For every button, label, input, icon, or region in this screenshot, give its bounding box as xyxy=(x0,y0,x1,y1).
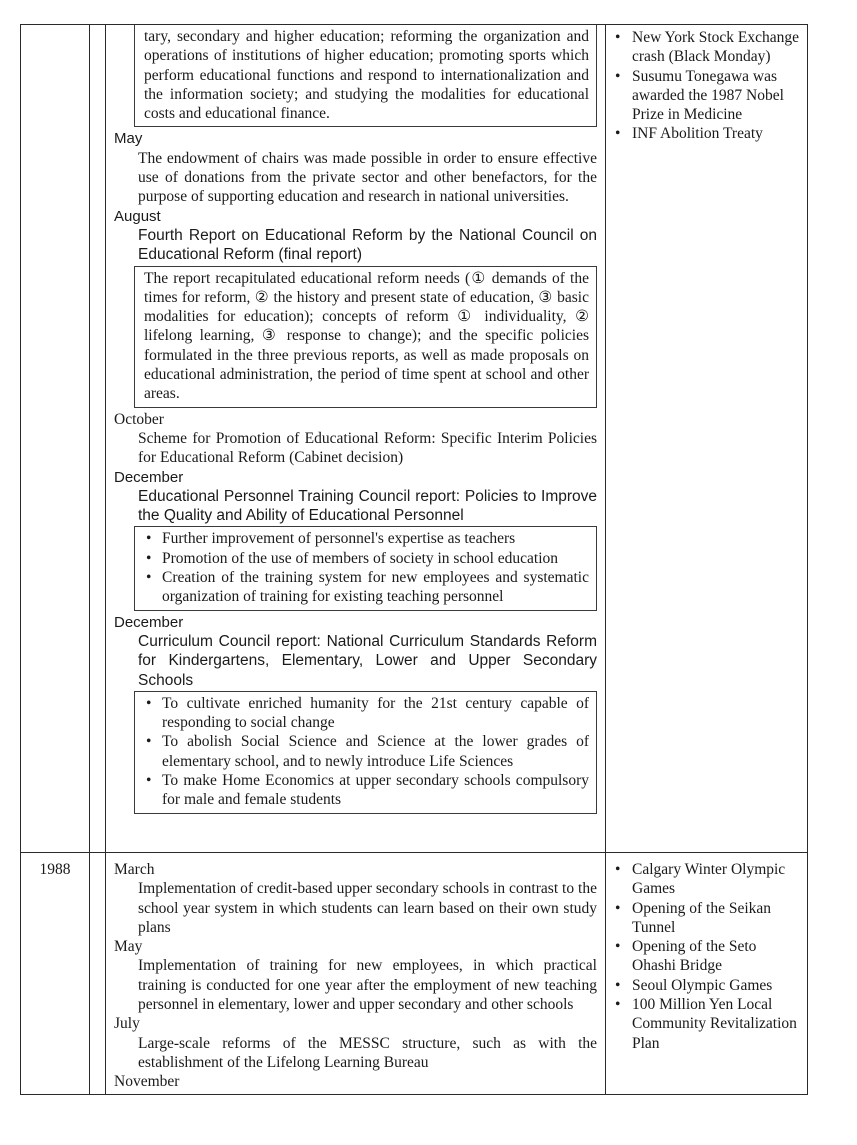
world-event-item: • Opening of the Seto Ohashi Bridge xyxy=(632,937,801,976)
chronology-page xyxy=(20,24,807,1095)
spacer-cell xyxy=(90,853,106,1095)
entry-text: Scheme for Promotion of Educational Reform: Specific Interim Policies for Educational Reform (Cabinet decision) xyxy=(138,429,597,467)
events-cell xyxy=(106,25,606,853)
world-event-item: • Calgary Winter Olympic Games xyxy=(632,860,801,899)
list-item: • To cultivate enriched humanity for the 21st century capable of responding to social change xyxy=(162,694,589,733)
list-item: • To make Home Economics at upper secondary schools compulsory for male and female students xyxy=(162,771,589,810)
entry-text: Large-scale reforms of the MESSC structure, such as with the establishment of the Lifelong Learning Bureau xyxy=(138,1034,597,1071)
year-cell: 1988 xyxy=(21,853,90,1095)
table-row xyxy=(21,853,808,1095)
report-summary-box: The report recapitulated educational reform needs (① demands of the times for reform, ② the history and present state of education, ③ basic modalities for education); concepts of reform ① individuality, ② lifelong learning, ③ response to change); and the specific policies formulated in the three previous reports, as well as made proposals on educational administration, the period of time spent at school and other areas. xyxy=(134,266,597,408)
month-label: December xyxy=(114,468,184,486)
report-bullets-box xyxy=(134,691,597,814)
month-label: August xyxy=(114,207,161,225)
report-title: Educational Personnel Training Council report: Policies to Improve the Quality and Ability of Educational Personnel xyxy=(138,487,597,525)
world-event-item: • INF Abolition Treaty xyxy=(632,124,801,143)
entry-text: Implementation of credit-based upper secondary schools in contrast to the school year system in which students can learn based on their own study plans xyxy=(138,880,597,936)
entry-text: Implementation of training for new employees, in which practical training is conducted for one year after the employment of new teaching personnel in elementary, lower and upper secondary and other schools xyxy=(138,957,597,1014)
month-label: March xyxy=(114,861,155,878)
table-row xyxy=(21,25,808,853)
entry-text: The endowment of chairs was made possible in order to ensure effective use of donations from the private sector and other benefactors, for the purpose of supporting education and research in national universities. xyxy=(138,149,597,206)
world-event-item: • New York Stock Exchange crash (Black Monday) xyxy=(632,28,801,67)
month-label: December xyxy=(114,613,184,631)
list-item: • To abolish Social Science and Science at the lower grades of elementary school, and to newly introduce Life Sciences xyxy=(162,732,589,771)
month-label: July xyxy=(114,1015,140,1033)
list-item: • Further improvement of personnel's expertise as teachers xyxy=(162,529,589,548)
report-title: Fourth Report on Educational Reform by the National Council on Educational Reform (final report) xyxy=(138,226,597,264)
month-label: May xyxy=(114,938,143,956)
world-event-item: • Seoul Olympic Games xyxy=(632,976,801,995)
report-bullets-box xyxy=(134,526,597,610)
year-cell xyxy=(21,25,90,853)
world-event-item: • Susumu Tonegawa was awarded the 1987 Nobel Prize in Medicine xyxy=(632,67,801,125)
report-title: Curriculum Council report: National Curriculum Standards Reform for Kindergartens, Elementary, Lower and Upper Secondary Schools xyxy=(138,632,597,689)
chronology-table xyxy=(20,24,808,1095)
world-events-cell xyxy=(606,853,808,1095)
list-item: • Creation of the training system for new employees and systematic organization of training for existing teaching personnel xyxy=(162,568,589,607)
month-label: October xyxy=(114,410,164,428)
list-item: • Promotion of the use of members of society in school education xyxy=(162,549,589,568)
continuation-box: tary, secondary and higher education; reforming the organization and operations of institutions of higher education; promoting sports which perform educational functions and respond to internationalization and the information society; and studying the modalities for educational costs and educational finance. xyxy=(134,25,597,127)
events-cell xyxy=(106,853,606,1095)
month-label: May xyxy=(114,130,143,148)
world-event-item: • Opening of the Seikan Tunnel xyxy=(632,899,801,938)
month-label: November xyxy=(114,1073,180,1091)
world-events-cell xyxy=(606,25,808,853)
spacer-cell xyxy=(90,25,106,853)
world-event-item: • 100 Million Yen Local Community Revitalization Plan xyxy=(632,995,801,1053)
